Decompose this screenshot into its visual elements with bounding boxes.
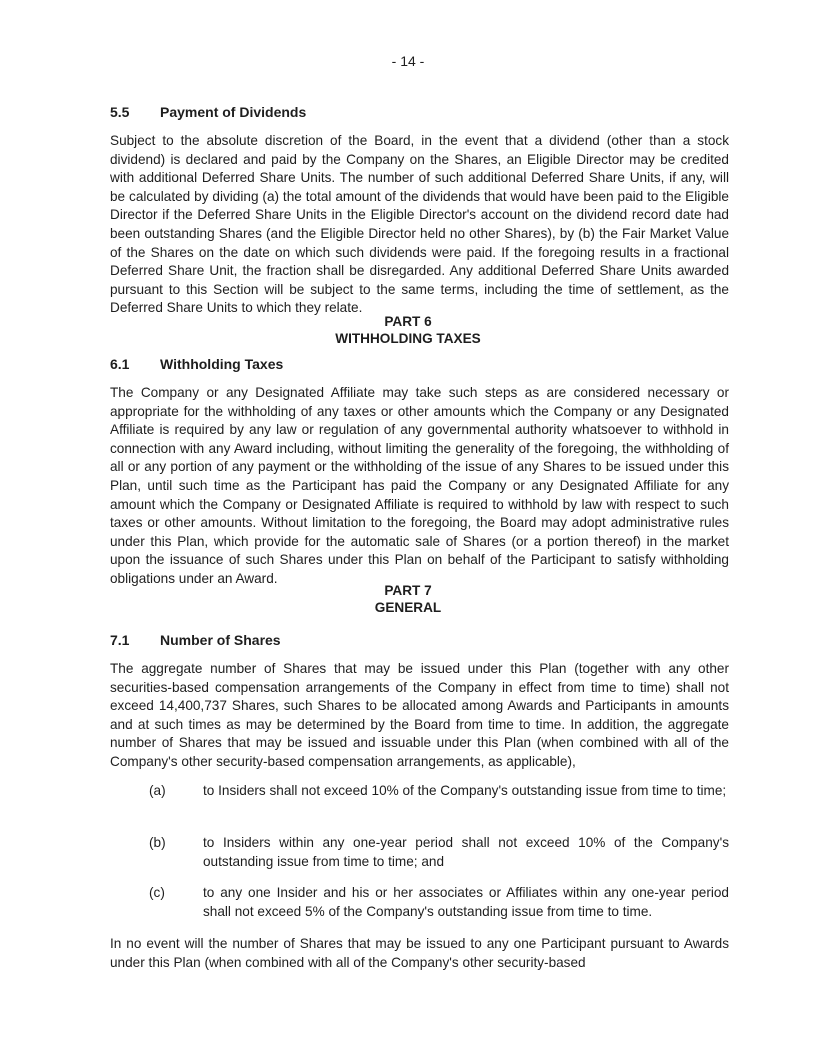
page-number: - 14 -: [391, 53, 425, 69]
list-item-text: to Insiders within any one-year period shall not exceed 10% of the Company's outstanding issue from time to time; and: [203, 835, 729, 869]
section-title: Number of Shares: [160, 632, 281, 648]
section-title: Payment of Dividends: [160, 104, 307, 120]
list-marker: (c): [149, 885, 165, 900]
part-6-title: WITHHOLDING TAXES: [335, 331, 481, 346]
section-5-5-body: Subject to the absolute discretion of the Board, in the event that a dividend (other than a stock dividend) is declared and paid by the Company on the Shares, an Eligible Director may be credited with additional Deferred Share Units. The number of such additional Deferred Share Units, if any, will be calculated by dividing (a) the total amount of the dividends that would have been paid to the Eligible Director if the Deferred Share Units in the Eligible Director's account on the dividend record date had been outstanding Shares (and the Eligible Director held no other Shares), by (b) the Fair Market Value of the Shares on the date on which such dividends were paid. If the foregoing results in a fractional Deferred Share Unit, the fraction shall be disregarded. Any additional Deferred Share Units awarded pursuant to this Section will be subject to the same terms, including the time of settlement, as the Deferred Share Units to which they relate.: [110, 133, 729, 316]
section-number: 6.1: [110, 356, 130, 372]
list-item-text: to Insiders shall not exceed 10% of the Company's outstanding issue from time to time;: [203, 783, 727, 798]
section-heading-7-1: [110, 632, 281, 648]
list-item-text: to any one Insider and his or her associates or Affiliates within any one-year period shall not exceed 5% of the Company's outstanding issue from time to time.: [203, 885, 729, 919]
section-title: Withholding Taxes: [160, 356, 284, 372]
section-7-1-body: The aggregate number of Shares that may be issued under this Plan (together with any other securities-based compensation arrangements of the Company in effect from time to time) shall not exceed 14,400,737 Shares, such Shares to be allocated among Awards and Participants in amounts and at such times as may be determined by the Board from time to time. In addition, the aggregate number of Shares that may be issued and issuable under this Plan (when combined with all of the Company's other security-based compensation arrangements, as applicable),: [110, 661, 729, 769]
section-heading-5-5: [110, 104, 306, 120]
list-marker: (b): [149, 835, 166, 850]
part-7-label: PART 7: [384, 583, 432, 598]
part-6-label: PART 6: [384, 314, 432, 329]
part-7-title: GENERAL: [374, 600, 442, 615]
section-7-1-closing: In no event will the number of Shares that may be issued to any one Participant pursuant to Awards under this Plan (when combined with all of the Company's other security-based: [110, 936, 729, 970]
section-6-1-body: The Company or any Designated Affiliate may take such steps as are considered necessary or appropriate for the withholding of any taxes or other amounts which the Company or any Designated Affiliate is required by any law or regulation of any governmental authority whatsoever to withhold in connection with any Award including, without limiting the generality of the foregoing, the withholding of all or any portion of any payment or the withholding of the issue of any Shares to be issued under this Plan, until such time as the Participant has paid the Company or any Designated Affiliate for any amount which the Company or Designated Affiliate is required to withhold by law with respect to such taxes or other amounts. Without limitation to the foregoing, the Board may adopt administrative rules under this Plan, which provide for the automatic sale of Shares (or a portion thereof) in the market upon the issuance of such Shares under this Plan on behalf of the Participant to satisfy withholding obligations under an Award.: [110, 385, 729, 586]
section-heading-6-1: [110, 356, 283, 372]
section-number: 5.5: [110, 104, 130, 120]
list-marker: (a): [149, 783, 166, 798]
section-number: 7.1: [110, 632, 130, 648]
